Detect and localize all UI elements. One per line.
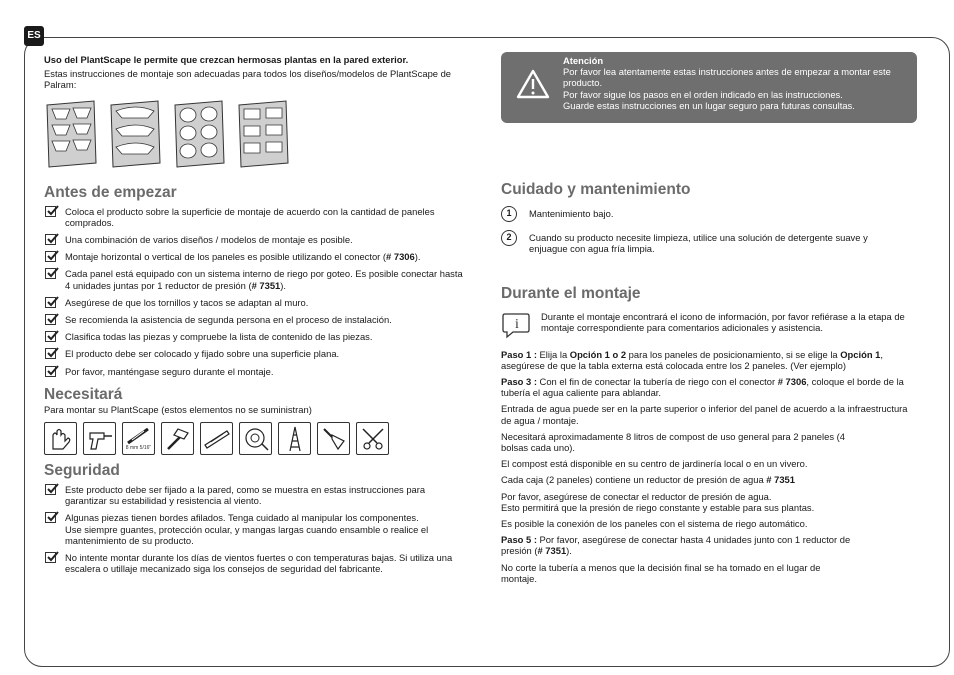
- section-title-safety: Seguridad: [44, 462, 120, 480]
- checkbox-icon: [45, 206, 56, 217]
- note-automatic-irrigation: Es posible la conexión de los paneles con el sistema de riego automático.: [501, 518, 808, 530]
- left-column: [44, 54, 464, 580]
- step-1-note: Paso 1 : Elija la Opción 1 o 2 para los paneles de posicionamiento, si se elige la Opción 1, asegúrese de que la tabla externa está colocada entre los 2 paneles. (Ver ejemplo): [501, 348, 883, 371]
- safety-checklist: [44, 484, 464, 574]
- note-box-contents: Cada caja (2 paneles) contiene un reductor de presión de agua # 7351: [501, 474, 795, 486]
- note-connect-reducer: Por favor, asegúrese de conectar el reductor de presión de agua.: [501, 490, 772, 502]
- info-icon: [501, 311, 531, 339]
- care-item: 1 Mantenimiento bajo.: [501, 208, 919, 219]
- panel-design-2: [108, 99, 162, 169]
- trowel-icon: [317, 422, 350, 455]
- gloves-icon: [44, 422, 77, 455]
- step-5-note: Paso 5 : Por favor, asegúrese de conectar hasta 4 unidades junto con 1 reductor de presión (# 7351).: [501, 534, 851, 557]
- note-compost-availability: El compost está disponible en su centro de jardinería local o en un vivero.: [501, 458, 808, 470]
- hammer-icon: [161, 422, 194, 455]
- pruning-shears-icon: [356, 422, 389, 455]
- panel-designs: [44, 99, 464, 169]
- svg-text:i: i: [515, 316, 519, 332]
- check-item: No intente montar durante los días de vientos fuertes o con temperaturas bajas. Si utiliza una escalera o utillaje mecanizado siga los consejos de seguridad del fabricante.: [44, 552, 464, 574]
- note-compost: Necesitará aproximadamente 8 litros de compost de uso general para 2 paneles (4 bolsas cada uno).: [501, 430, 845, 454]
- checkbox-icon: [45, 366, 56, 377]
- check-item: Por favor, manténgase seguro durante el montaje.: [44, 366, 464, 377]
- tools-row: [44, 422, 464, 455]
- note-pressure: Esto permitirá que la presión de riego constante y estable para sus plantas.: [501, 501, 815, 513]
- checkbox-icon: [45, 251, 56, 262]
- section-title-care: Cuidado y mantenimiento: [501, 181, 691, 198]
- drill-icon: [83, 422, 116, 455]
- panel-design-3: [172, 99, 226, 169]
- check-item: El producto debe ser colocado y fijado sobre una superficie plana.: [44, 348, 464, 359]
- check-item: Se recomienda la asistencia de segunda persona en el proceso de instalación.: [44, 314, 464, 325]
- step-number-badge: 1: [501, 206, 517, 222]
- step-number-badge: 2: [501, 230, 517, 246]
- assembly-notes: [501, 349, 919, 584]
- ladder-icon: [278, 422, 311, 455]
- warning-title: Atención: [563, 55, 604, 66]
- intro-text: Estas instrucciones de montaje son adecuadas para todos los diseños/modelos de PlantScape de Palram:: [44, 68, 452, 91]
- note-cut-pipe: No corte la tubería a menos que la decisión final se ha tomado en el lugar de montaje.: [501, 561, 821, 584]
- warning-line: Por favor sigue los pasos en el orden indicado en las instrucciones.: [563, 88, 843, 100]
- check-item: Este producto debe ser fijado a la pared, como se muestra en estas instrucciones para garantizar su estabilidad y resistencia al viento.: [44, 484, 464, 506]
- step-3-note: Paso 3 : Con el fin de conectar la tubería de riego con el conector # 7306, coloque el borde de la tubería el agua caliente para ablandar.: [501, 376, 904, 399]
- warning-line: Guarde estas instrucciones en un lugar seguro para futuras consultas.: [563, 99, 855, 111]
- panel-design-1: [44, 99, 98, 169]
- check-item: Montaje horizontal o vertical de los paneles es posible utilizando el conector (# 7306).: [44, 251, 464, 262]
- check-item: Una combinación de varios diseños / modelos de montaje es posible.: [44, 234, 464, 245]
- warning-box: [501, 52, 917, 123]
- check-item: Cada panel está equipado con un sistema interno de riego por goteo. Es posible conectar hasta 4 unidades juntas por 1 reductor de presión (# 7351).: [44, 268, 464, 290]
- intro-heading: Uso del PlantScape le permite que crezcan hermosas plantas en la pared exterior.: [44, 54, 409, 65]
- checkbox-icon: [45, 268, 56, 279]
- before-checklist: [44, 206, 464, 377]
- check-item: Coloca el producto sobre la superficie de montaje de acuerdo con la cantidad de paneles comprados.: [44, 206, 464, 228]
- checkbox-icon: [45, 552, 56, 563]
- warning-line: Por favor lea atentamente estas instrucciones antes de empezar a montar este producto.: [563, 66, 891, 89]
- check-item: Asegúrese de que los tornillos y tacos se adaptan al muro.: [44, 297, 464, 308]
- section-title-need: Necesitará: [44, 385, 123, 403]
- note-water-entry: Entrada de agua puede ser en la parte superior o inferior del panel de acuerdo a la infraestructura de agua / montaje.: [501, 403, 908, 426]
- checkbox-icon: [45, 314, 56, 325]
- check-item: Algunas piezas tienen bordes afilados. Tenga cuidado al manipular los componentes. Use siempre guantes, protección ocular, y mangas largas cuando ensamble o realice el mantenimiento de su producto.: [44, 512, 464, 546]
- tape-measure-icon: [239, 422, 272, 455]
- need-text: Para montar su PlantScape (estos elementos no se suministran): [44, 403, 312, 415]
- right-column: [501, 52, 919, 589]
- checkbox-icon: [45, 331, 56, 342]
- section-title-during: Durante el montaje: [501, 284, 641, 302]
- drill-bit-icon: 8 mm 5/16": [122, 422, 155, 455]
- info-note: i Durante el montaje encontrará el icono de información, por favor refiérase a la etapa de montaje correspondiente para comentarios adicionales y asistencia.: [501, 311, 919, 341]
- check-item: Clasifica todas las piezas y compruebe la lista de contenido de las piezas.: [44, 331, 464, 342]
- language-badge: ES: [24, 26, 44, 46]
- checkbox-icon: [45, 484, 56, 495]
- section-title-before: Antes de empezar: [44, 183, 177, 201]
- level-icon: [200, 422, 233, 455]
- checkbox-icon: [45, 234, 56, 245]
- checkbox-icon: [45, 348, 56, 359]
- panel-design-4: [236, 99, 290, 169]
- checkbox-icon: [45, 512, 56, 523]
- care-item: 2 Cuando su producto necesite limpieza, utilice una solución de detergente suave y enjuague con agua fría limpia.: [501, 232, 869, 254]
- checkbox-icon: [45, 297, 56, 308]
- warning-icon: [516, 69, 550, 99]
